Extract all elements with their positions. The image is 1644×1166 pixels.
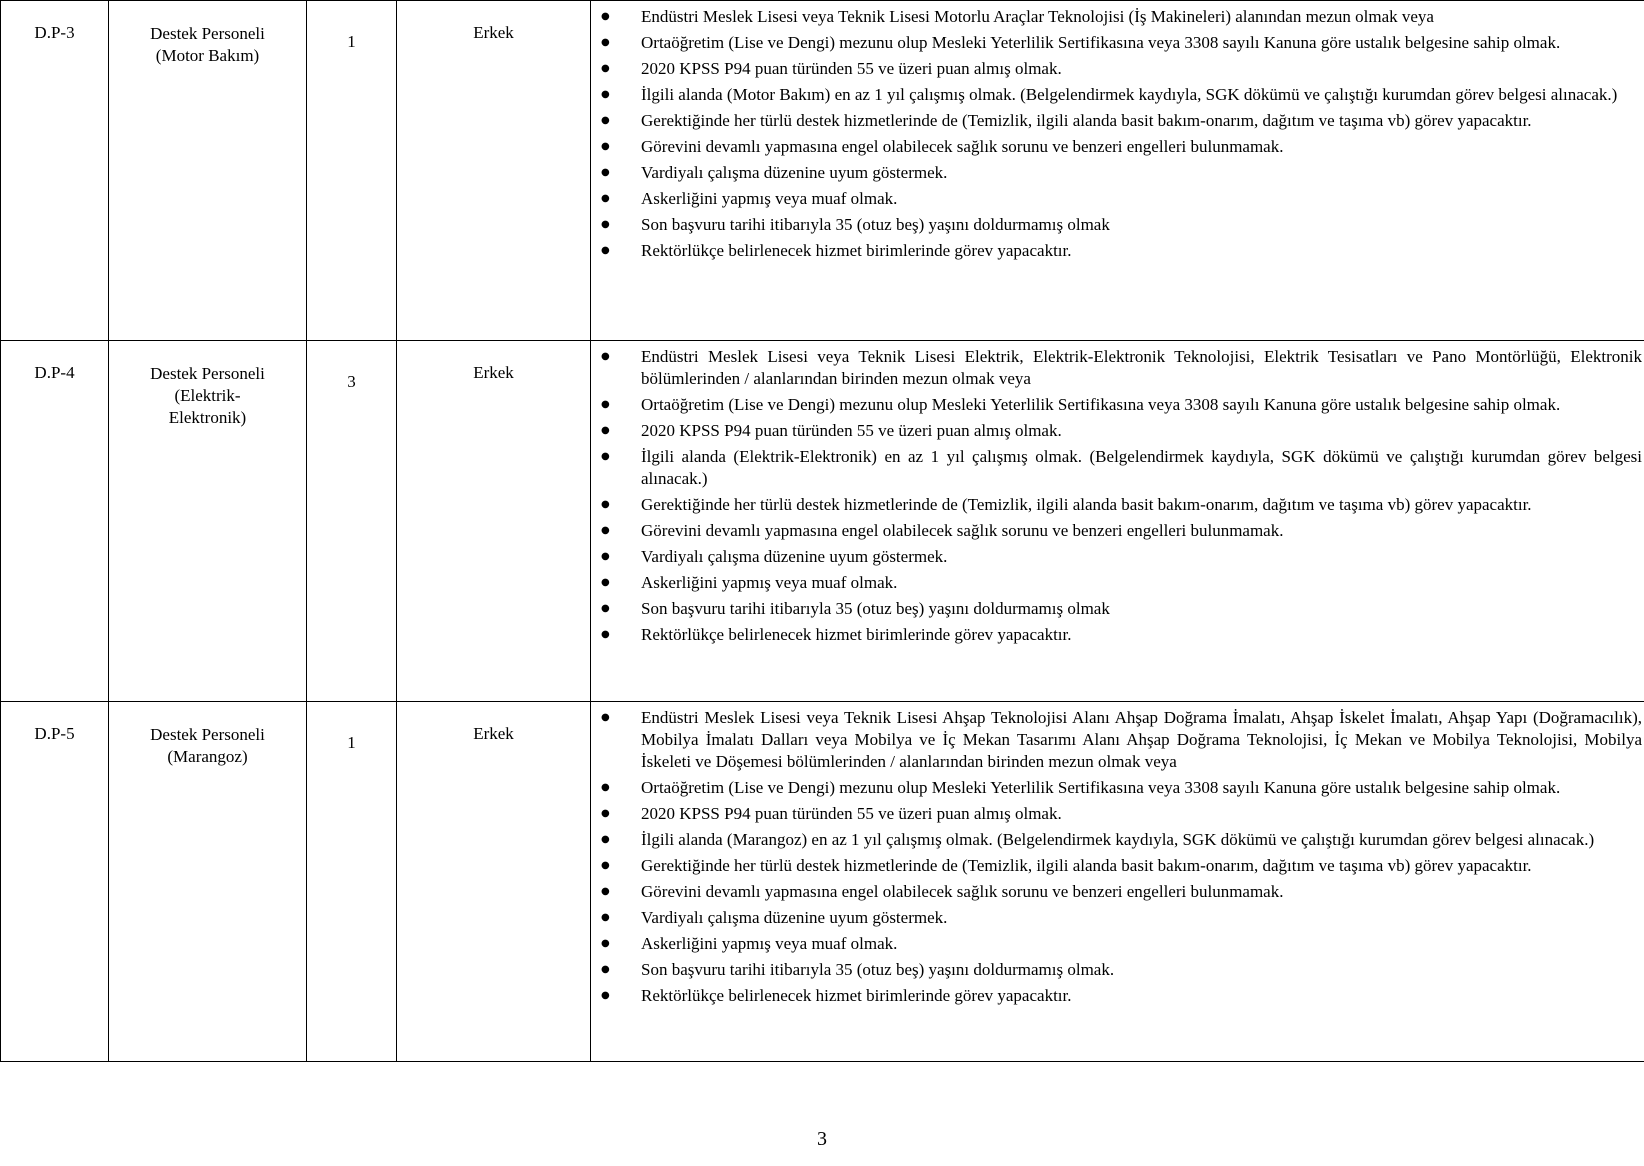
list-item: ● Ortaöğretim (Lise ve Dengi) mezunu olup Mesleki Yeterlilik Sertifikasına veya 3308 sayılı Kanuna göre ustalık belgesine sahip olmak. [591, 777, 1642, 799]
page-number: 3 [817, 1128, 827, 1150]
position-title-line: (Motor Bakım) [155, 46, 260, 65]
list-item: ● 2020 KPSS P94 puan türünden 55 ve üzeri puan almış olmak. [591, 58, 1642, 80]
position-gender: Erkek [397, 702, 591, 1062]
position-title-line: Elektronik) [168, 408, 247, 427]
list-item: ● Gerektiğinde her türlü destek hizmetlerinde de (Temizlik, ilgili alanda basit bakım-onarım, dağıtım ve taşıma vb) görev yapacaktır. [591, 855, 1642, 877]
position-title [109, 1, 307, 341]
requirements-cell [591, 1, 1644, 341]
position-title-line: Destek Personeli [150, 364, 265, 383]
list-item: ● Görevini devamlı yapmasına engel olabilecek sağlık sorunu ve benzeri engelleri bulunmamak. [591, 881, 1642, 903]
list-item: ● İlgili alanda (Marangoz) en az 1 yıl çalışmış olmak. (Belgelendirmek kaydıyla, SGK dökümü ve çalıştığı kurumdan görev belgesi alınacak.) [591, 829, 1642, 851]
list-item: ● Askerliğini yapmış veya muaf olmak. [591, 572, 1642, 594]
position-code: D.P-4 [1, 341, 109, 702]
position-title-line: Destek Personeli [150, 24, 265, 43]
list-item: ● Askerliğini yapmış veya muaf olmak. [591, 933, 1642, 955]
list-item: ● Endüstri Meslek Lisesi veya Teknik Lisesi Ahşap Teknolojisi Alanı Ahşap Doğrama İmalatı, Ahşap İskelet İmalatı, Ahşap Yapı (Doğramacılık), Mobilya İmalatı Dalları veya Mobilya ve İç Mekan Tasarımı Alanı Ahşap Doğrama Teknolojisi, İç Mekan ve Mobilya Teknolojisi, Mobilya İskeleti ve Döşemesi bölümlerinden / alanlarından birinden mezun olmak veya [591, 707, 1642, 773]
list-item: ● Askerliğini yapmış veya muaf olmak. [591, 188, 1642, 210]
position-title [109, 341, 307, 702]
table-row [1, 702, 1644, 1062]
requirements-cell [591, 702, 1644, 1062]
list-item: ● Vardiyalı çalışma düzenine uyum göstermek. [591, 907, 1642, 929]
position-title [109, 702, 307, 1062]
requirements-list [591, 707, 1642, 1007]
list-item: ● Görevini devamlı yapmasına engel olabilecek sağlık sorunu ve benzeri engelleri bulunmamak. [591, 520, 1642, 542]
list-item: ● Rektörlükçe belirlenecek hizmet birimlerinde görev yapacaktır. [591, 240, 1642, 262]
requirements-list [591, 6, 1642, 262]
list-item: ● Endüstri Meslek Lisesi veya Teknik Lisesi Motorlu Araçlar Teknolojisi (İş Makineleri) alanından mezun olmak veya [591, 6, 1642, 28]
position-count: 3 [307, 341, 397, 702]
position-title-line: Destek Personeli [150, 725, 265, 744]
list-item: ● Son başvuru tarihi itibarıyla 35 (otuz beş) yaşını doldurmamış olmak [591, 214, 1642, 236]
list-item: ● Gerektiğinde her türlü destek hizmetlerinde de (Temizlik, ilgili alanda basit bakım-onarım, dağıtım ve taşıma vb) görev yapacaktır. [591, 110, 1642, 132]
list-item: ● Ortaöğretim (Lise ve Dengi) mezunu olup Mesleki Yeterlilik Sertifikasına veya 3308 sayılı Kanuna göre ustalık belgesine sahip olmak. [591, 394, 1642, 416]
list-item: ● Görevini devamlı yapmasına engel olabilecek sağlık sorunu ve benzeri engelleri bulunmamak. [591, 136, 1642, 158]
list-item: ● Gerektiğinde her türlü destek hizmetlerinde de (Temizlik, ilgili alanda basit bakım-onarım, dağıtım ve taşıma vb) görev yapacaktır. [591, 494, 1642, 516]
positions-table-body [1, 1, 1644, 1062]
list-item: ● Son başvuru tarihi itibarıyla 35 (otuz beş) yaşını doldurmamış olmak [591, 598, 1642, 620]
list-item: ● İlgili alanda (Motor Bakım) en az 1 yıl çalışmış olmak. (Belgelendirmek kaydıyla, SGK dökümü ve çalıştığı kurumdan görev belgesi alınacak.) [591, 84, 1642, 106]
list-item: ● Son başvuru tarihi itibarıyla 35 (otuz beş) yaşını doldurmamış olmak. [591, 959, 1642, 981]
list-item: ● Rektörlükçe belirlenecek hizmet birimlerinde görev yapacaktır. [591, 624, 1642, 646]
position-count: 1 [307, 702, 397, 1062]
requirements-cell [591, 341, 1644, 702]
list-item: ● Vardiyalı çalışma düzenine uyum göstermek. [591, 546, 1642, 568]
position-title-line: (Elektrik- [174, 386, 241, 405]
list-item: ● Ortaöğretim (Lise ve Dengi) mezunu olup Mesleki Yeterlilik Sertifikasına veya 3308 sayılı Kanuna göre ustalık belgesine sahip olmak. [591, 32, 1642, 54]
table-row [1, 1, 1644, 341]
requirements-list [591, 346, 1642, 646]
position-code: D.P-3 [1, 1, 109, 341]
list-item: ● İlgili alanda (Elektrik-Elektronik) en az 1 yıl çalışmış olmak. (Belgelendirmek kaydıyla, SGK dökümü ve çalıştığı kurumdan görev belgesi alınacak.) [591, 446, 1642, 490]
list-item: ● Vardiyalı çalışma düzenine uyum göstermek. [591, 162, 1642, 184]
position-title-line: (Marangoz) [167, 747, 248, 766]
position-code: D.P-5 [1, 702, 109, 1062]
list-item: ● 2020 KPSS P94 puan türünden 55 ve üzeri puan almış olmak. [591, 803, 1642, 825]
position-gender: Erkek [397, 341, 591, 702]
table-row [1, 341, 1644, 702]
position-count: 1 [307, 1, 397, 341]
list-item: ● 2020 KPSS P94 puan türünden 55 ve üzeri puan almış olmak. [591, 420, 1642, 442]
position-gender: Erkek [397, 1, 591, 341]
list-item: ● Rektörlükçe belirlenecek hizmet birimlerinde görev yapacaktır. [591, 985, 1642, 1007]
list-item: ● Endüstri Meslek Lisesi veya Teknik Lisesi Elektrik, Elektrik-Elektronik Teknolojisi, Elektrik Tesisatları ve Pano Montörlüğü, Elektronik bölümlerinden / alanlarından birinden mezun olmak veya [591, 346, 1642, 390]
